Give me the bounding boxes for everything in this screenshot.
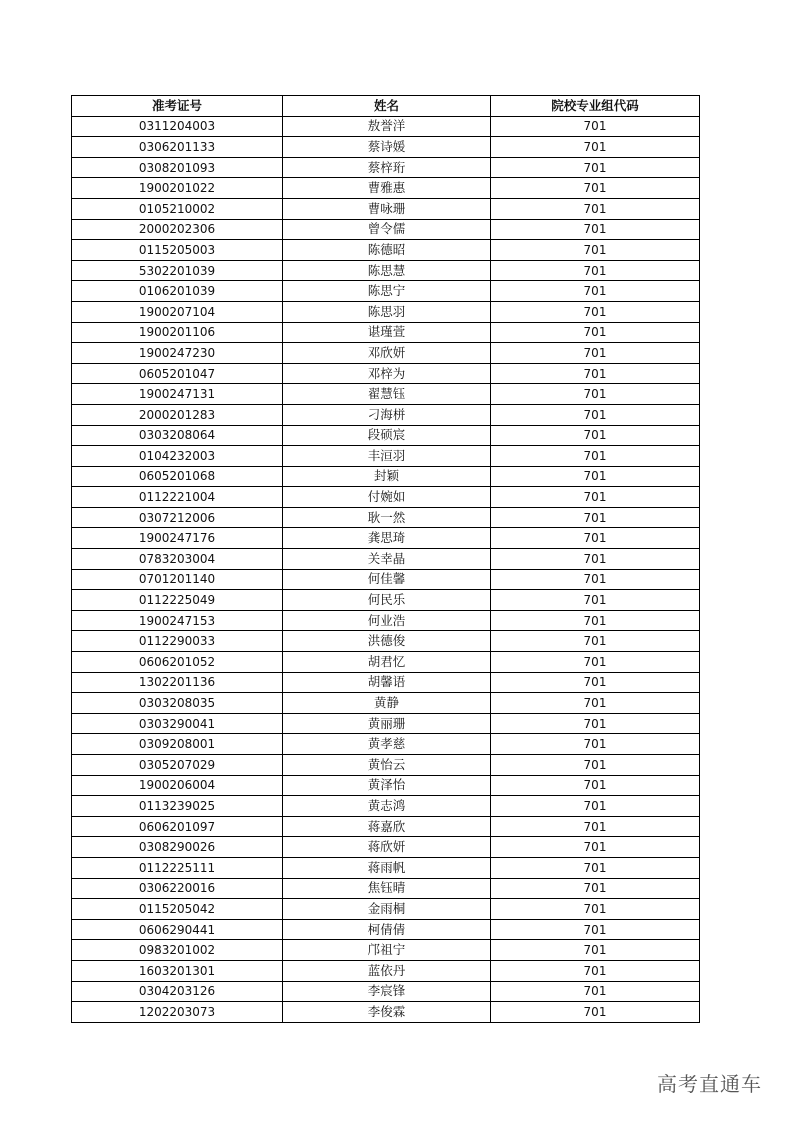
cell-exam-id: 0606290441: [72, 919, 283, 940]
cell-group-code: 701: [491, 549, 700, 570]
cell-exam-id: 0303208035: [72, 693, 283, 714]
table-row: [72, 240, 700, 261]
table-row: [72, 569, 700, 590]
cell-group-code: 701: [491, 960, 700, 981]
table-row: [72, 507, 700, 528]
cell-exam-id: 1900206004: [72, 775, 283, 796]
table-row: [72, 281, 700, 302]
table-row: [72, 755, 700, 776]
table-row: [72, 343, 700, 364]
cell-group-code: 701: [491, 631, 700, 652]
cell-group-code: 701: [491, 816, 700, 837]
cell-exam-id: 1900247176: [72, 528, 283, 549]
table-row: [72, 301, 700, 322]
cell-exam-id: 2000202306: [72, 219, 283, 240]
cell-group-code: 701: [491, 857, 700, 878]
cell-exam-id: 2000201283: [72, 404, 283, 425]
cell-student-name: 陈思羽: [283, 301, 491, 322]
cell-student-name: 黄孝慈: [283, 734, 491, 755]
admission-table: [71, 95, 700, 1023]
cell-student-name: 曹咏珊: [283, 198, 491, 219]
cell-group-code: 701: [491, 137, 700, 158]
cell-exam-id: 0308201093: [72, 157, 283, 178]
cell-group-code: 701: [491, 487, 700, 508]
cell-exam-id: 1302201136: [72, 672, 283, 693]
cell-exam-id: 0606201097: [72, 816, 283, 837]
header-exam-id: 准考证号: [72, 96, 283, 117]
cell-group-code: 701: [491, 837, 700, 858]
table-row: [72, 384, 700, 405]
table-row: [72, 816, 700, 837]
cell-exam-id: 1202203073: [72, 1002, 283, 1023]
cell-exam-id: 0783203004: [72, 549, 283, 570]
table-row: [72, 919, 700, 940]
cell-group-code: 701: [491, 590, 700, 611]
cell-group-code: 701: [491, 981, 700, 1002]
cell-exam-id: 0311204003: [72, 116, 283, 137]
cell-student-name: 陈德昭: [283, 240, 491, 261]
cell-exam-id: 0303208064: [72, 425, 283, 446]
cell-exam-id: 0306220016: [72, 878, 283, 899]
cell-exam-id: 0112225049: [72, 590, 283, 611]
watermark-text: 高考直通车: [657, 1072, 762, 1096]
cell-student-name: 封颖: [283, 466, 491, 487]
cell-student-name: 翟慧钰: [283, 384, 491, 405]
cell-group-code: 701: [491, 198, 700, 219]
cell-exam-id: 0605201068: [72, 466, 283, 487]
cell-student-name: 何民乐: [283, 590, 491, 611]
cell-exam-id: 0106201039: [72, 281, 283, 302]
cell-student-name: 陈思慧: [283, 260, 491, 281]
table-row: [72, 837, 700, 858]
cell-student-name: 胡馨语: [283, 672, 491, 693]
header-group-code: 院校专业组代码: [491, 96, 700, 117]
table-row: [72, 652, 700, 673]
table-row: [72, 528, 700, 549]
table-row: [72, 425, 700, 446]
cell-exam-id: 1900247230: [72, 343, 283, 364]
cell-student-name: 黄泽怡: [283, 775, 491, 796]
cell-exam-id: 0701201140: [72, 569, 283, 590]
table-row: [72, 590, 700, 611]
cell-student-name: 邓梓为: [283, 363, 491, 384]
table-header-row: [72, 96, 700, 117]
cell-student-name: 蓝依丹: [283, 960, 491, 981]
cell-student-name: 黄怡云: [283, 755, 491, 776]
table-row: [72, 260, 700, 281]
cell-exam-id: 0606201052: [72, 652, 283, 673]
cell-exam-id: 1900247153: [72, 610, 283, 631]
cell-exam-id: 1900201022: [72, 178, 283, 199]
cell-student-name: 蒋嘉欣: [283, 816, 491, 837]
cell-student-name: 曹雅惠: [283, 178, 491, 199]
cell-exam-id: 5302201039: [72, 260, 283, 281]
cell-group-code: 701: [491, 240, 700, 261]
table-row: [72, 672, 700, 693]
cell-student-name: 黄静: [283, 693, 491, 714]
table-row: [72, 796, 700, 817]
cell-exam-id: 0115205003: [72, 240, 283, 261]
table-row: [72, 693, 700, 714]
cell-student-name: 蔡诗媛: [283, 137, 491, 158]
cell-student-name: 段硕宸: [283, 425, 491, 446]
cell-group-code: 701: [491, 693, 700, 714]
cell-exam-id: 0305207029: [72, 755, 283, 776]
cell-student-name: 刁海栟: [283, 404, 491, 425]
cell-student-name: 蒋雨帆: [283, 857, 491, 878]
table-row: [72, 1002, 700, 1023]
cell-student-name: 付婉如: [283, 487, 491, 508]
cell-group-code: 701: [491, 322, 700, 343]
cell-group-code: 701: [491, 734, 700, 755]
cell-student-name: 胡君忆: [283, 652, 491, 673]
cell-exam-id: 0605201047: [72, 363, 283, 384]
cell-student-name: 邓欣妍: [283, 343, 491, 364]
cell-exam-id: 0104232003: [72, 446, 283, 467]
table-row: [72, 878, 700, 899]
cell-exam-id: 1603201301: [72, 960, 283, 981]
cell-student-name: 邝祖宁: [283, 940, 491, 961]
cell-exam-id: 0304203126: [72, 981, 283, 1002]
cell-student-name: 曾令儒: [283, 219, 491, 240]
cell-student-name: 陈思宁: [283, 281, 491, 302]
table-row: [72, 713, 700, 734]
table-row: [72, 137, 700, 158]
cell-group-code: 701: [491, 466, 700, 487]
table-row: [72, 610, 700, 631]
table-row: [72, 322, 700, 343]
cell-group-code: 701: [491, 878, 700, 899]
cell-group-code: 701: [491, 343, 700, 364]
cell-student-name: 柯倩倩: [283, 919, 491, 940]
table-row: [72, 363, 700, 384]
admission-list-sheet: [71, 95, 699, 1023]
cell-student-name: 蔡梓珩: [283, 157, 491, 178]
cell-student-name: 李俊霖: [283, 1002, 491, 1023]
cell-group-code: 701: [491, 940, 700, 961]
cell-group-code: 701: [491, 425, 700, 446]
cell-exam-id: 0112221004: [72, 487, 283, 508]
cell-student-name: 何业浩: [283, 610, 491, 631]
cell-student-name: 敖誉洋: [283, 116, 491, 137]
cell-group-code: 701: [491, 384, 700, 405]
cell-group-code: 701: [491, 507, 700, 528]
cell-group-code: 701: [491, 775, 700, 796]
cell-exam-id: 1900247131: [72, 384, 283, 405]
table-row: [72, 631, 700, 652]
cell-student-name: 黄志鸿: [283, 796, 491, 817]
cell-exam-id: 0306201133: [72, 137, 283, 158]
cell-group-code: 701: [491, 301, 700, 322]
table-row: [72, 549, 700, 570]
cell-student-name: 丰洹羽: [283, 446, 491, 467]
cell-group-code: 701: [491, 652, 700, 673]
table-row: [72, 116, 700, 137]
cell-group-code: 701: [491, 404, 700, 425]
cell-exam-id: 0308290026: [72, 837, 283, 858]
table-row: [72, 857, 700, 878]
cell-exam-id: 0983201002: [72, 940, 283, 961]
cell-student-name: 关幸晶: [283, 549, 491, 570]
cell-exam-id: 0307212006: [72, 507, 283, 528]
cell-group-code: 701: [491, 610, 700, 631]
table-row: [72, 178, 700, 199]
cell-exam-id: 1900201106: [72, 322, 283, 343]
table-row: [72, 487, 700, 508]
table-body: [72, 116, 700, 1022]
cell-group-code: 701: [491, 796, 700, 817]
table-row: [72, 981, 700, 1002]
table-row: [72, 198, 700, 219]
cell-student-name: 龚思琦: [283, 528, 491, 549]
cell-group-code: 701: [491, 755, 700, 776]
cell-group-code: 701: [491, 178, 700, 199]
cell-group-code: 701: [491, 919, 700, 940]
cell-group-code: 701: [491, 260, 700, 281]
table-row: [72, 219, 700, 240]
cell-student-name: 何佳馨: [283, 569, 491, 590]
cell-exam-id: 1900207104: [72, 301, 283, 322]
header-name: 姓名: [283, 96, 491, 117]
table-row: [72, 775, 700, 796]
cell-student-name: 黄丽珊: [283, 713, 491, 734]
cell-exam-id: 0303290041: [72, 713, 283, 734]
cell-group-code: 701: [491, 1002, 700, 1023]
cell-student-name: 谌瑾萱: [283, 322, 491, 343]
cell-group-code: 701: [491, 899, 700, 920]
cell-exam-id: 0112290033: [72, 631, 283, 652]
table-row: [72, 446, 700, 467]
cell-group-code: 701: [491, 363, 700, 384]
table-row: [72, 157, 700, 178]
cell-group-code: 701: [491, 116, 700, 137]
cell-exam-id: 0112225111: [72, 857, 283, 878]
cell-student-name: 金雨桐: [283, 899, 491, 920]
cell-group-code: 701: [491, 219, 700, 240]
cell-student-name: 焦钰晴: [283, 878, 491, 899]
cell-student-name: 洪德俊: [283, 631, 491, 652]
cell-group-code: 701: [491, 446, 700, 467]
cell-group-code: 701: [491, 528, 700, 549]
cell-exam-id: 0309208001: [72, 734, 283, 755]
cell-student-name: 李宸锋: [283, 981, 491, 1002]
cell-group-code: 701: [491, 281, 700, 302]
cell-group-code: 701: [491, 713, 700, 734]
cell-exam-id: 0113239025: [72, 796, 283, 817]
cell-student-name: 耿一然: [283, 507, 491, 528]
cell-exam-id: 0105210002: [72, 198, 283, 219]
cell-group-code: 701: [491, 672, 700, 693]
cell-exam-id: 0115205042: [72, 899, 283, 920]
table-row: [72, 466, 700, 487]
cell-student-name: 蒋欣妍: [283, 837, 491, 858]
cell-group-code: 701: [491, 569, 700, 590]
table-row: [72, 734, 700, 755]
cell-group-code: 701: [491, 157, 700, 178]
table-row: [72, 404, 700, 425]
table-row: [72, 940, 700, 961]
table-row: [72, 960, 700, 981]
table-row: [72, 899, 700, 920]
